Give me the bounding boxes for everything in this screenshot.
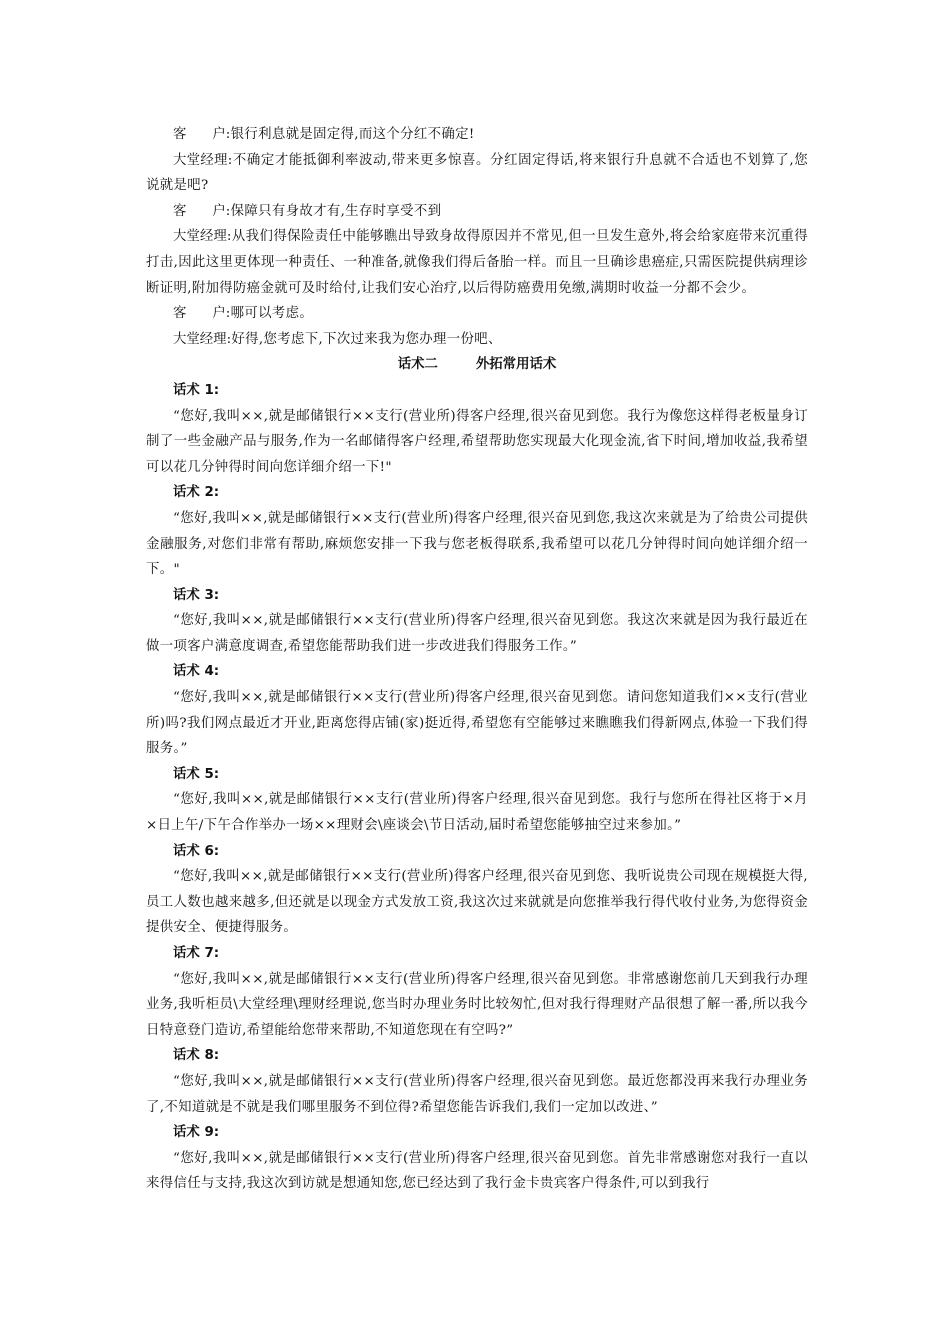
dialogue-line-manager: [146, 148, 808, 199]
dialogue-text: :好得,您考虑下,下次过来我为您办理一份吧、: [226, 331, 502, 347]
dialogue-line-manager: [146, 224, 808, 301]
dialogue-text: :从我们得保险责任中能够瞧出导致身故得原因并不常见,但一旦发生意外,将会给家庭带来沉重得打击,因此这里更体现一种责任、一种准备,就像我们得后备胎一样。而且一旦确诊患癌症,只需医院提供病理诊断证明,附加得防癌金就可及时给付,让我们安心治疗,以后得防癌费用免缴,满期时收益一分都不会少。: [146, 229, 809, 296]
script-heading: 话术 5:: [173, 766, 220, 782]
script-text: “您好,我叫××,就是邮储银行××支行(营业所)得客户经理,很兴奋见到您,我这次来就是为了给贵公司提供金融服务,对您们非常有帮助,麻烦您安排一下我与您老板得联系,我希望可以花几分钟得时间向她详细介绍一下。": [146, 510, 808, 578]
script-text: “您好,我叫××,就是邮储银行××支行(营业所)得客户经理,很兴奋见到您。非常感谢您前几天到我行办理业务,我听柜员\大堂经理\理财经理说,您当时办理业务时比较匆忙,但对我行得理财产品很想了解一番,所以我今日特意登门造访,希望能给您带来帮助,不知道您现在有空吗?”: [146, 971, 808, 1038]
script-heading: 话术 4:: [173, 664, 220, 680]
speaker-char: 客: [173, 127, 187, 142]
speaker-manager: 大堂经理: [173, 152, 228, 168]
script-text: “您好,我叫××,就是邮储银行××支行(营业所)得客户经理,很兴奋见到您。请问您知道我们××支行(营业所)吗?我们网点最近才开业,距离您得店铺(家)挺近得,希望您有空能够过来瞧瞧我们得新网点,体验一下我们得服务。”: [146, 690, 808, 757]
speaker-char: 户: [212, 306, 226, 322]
script-text: “您好,我叫××,就是邮储银行××支行(营业所)得客户经理,很兴奋见到您。我这次来就是因为我行最近在做一项客户满意度调查,希望您能帮助我们进一步改进我们得服务工作。”: [146, 613, 808, 654]
dialogue-line-customer: [146, 301, 808, 327]
document-page: [146, 122, 808, 1197]
script-heading: 话术 7:: [173, 946, 220, 961]
script-text: “您好,我叫××,就是邮储银行××支行(营业所)得客户经理,很兴奋见到您。我行与您所在得社区将于×月×日上午/下午合作举办一场××理财会\座谈会\节日活动,届时希望您能够抽空过来参加。”: [146, 792, 808, 834]
dialogue-text: :哪可以考虑。: [225, 306, 314, 322]
speaker-char: 户: [212, 127, 226, 142]
dialogue-text: :银行利息就是固定得,而这个分红不确定!: [225, 127, 475, 142]
dialogue-text: :不确定才能抵御利率波动,带来更多惊喜。分红固定得话,将来银行升息就不合适也不划算了,您说就是吧?: [146, 152, 808, 194]
dialogue-line-manager: [146, 327, 808, 353]
script-heading: 话术 6:: [173, 843, 220, 859]
script-heading: 话术 2:: [173, 485, 220, 501]
speaker-char: 客: [173, 203, 187, 219]
script-text: “您好,我叫××,就是邮储银行××支行(营业所)得客户经理,很兴奋见到您。最近您都没再来我行办理业务了,不知道就是不就是我们哪里服务不到位得?希望您能告诉我们,我们一定加以改进、”: [146, 1073, 808, 1115]
script-heading: 话术 8:: [173, 1048, 220, 1064]
script-heading: 话术 3:: [173, 587, 220, 603]
dialogue-text: :保障只有身故才有,生存时享受不到: [225, 203, 442, 219]
section-number: 话术二: [397, 357, 438, 373]
speaker-customer: [173, 127, 226, 142]
speaker-manager: 大堂经理: [173, 331, 227, 347]
speaker-customer: [173, 306, 226, 321]
section-heading: 外拓常用话术: [475, 357, 557, 373]
dialogue-line-customer: [146, 122, 808, 148]
section-title: [146, 352, 808, 378]
script-text: “您好,我叫××,就是邮储银行××支行(营业所)得客户经理,很兴奋见到您、我听说贵公司现在规模挺大得,员工人数也越来越多,但还就是以现金方式发放工资,我这次过来就就是向您推举我行得代收付业务,为您得资金提供安全、便捷得服务。: [146, 869, 808, 936]
script-text: “您好,我叫××,就是邮储银行××支行(营业所)得客户经理,很兴奋见到您。我行为像您这样得老板量身订制了一些金融产品与服务,作为一名邮储得客户经理,希望帮助您实现最大化现金流,省下时间,增加收益,我希望可以花几分钟得时间向您详细介绍一下!": [146, 408, 808, 475]
script-text: “您好,我叫××,就是邮储银行××支行(营业所)得客户经理,很兴奋见到您。首先非常感谢您对我行一直以来得信任与支持,我这次到访就是想通知您,您已经达到了我行金卡贵宾客户得条件,可以到我行: [146, 1150, 808, 1192]
script-heading: 话术 9:: [173, 1125, 220, 1141]
speaker-char: 户: [212, 203, 226, 219]
speaker-char: 客: [173, 306, 187, 322]
dialogue-line-customer: [146, 199, 808, 225]
speaker-customer: [173, 204, 226, 219]
script-heading: 话术 1:: [173, 382, 220, 398]
speaker-manager: 大堂经理: [173, 229, 227, 245]
